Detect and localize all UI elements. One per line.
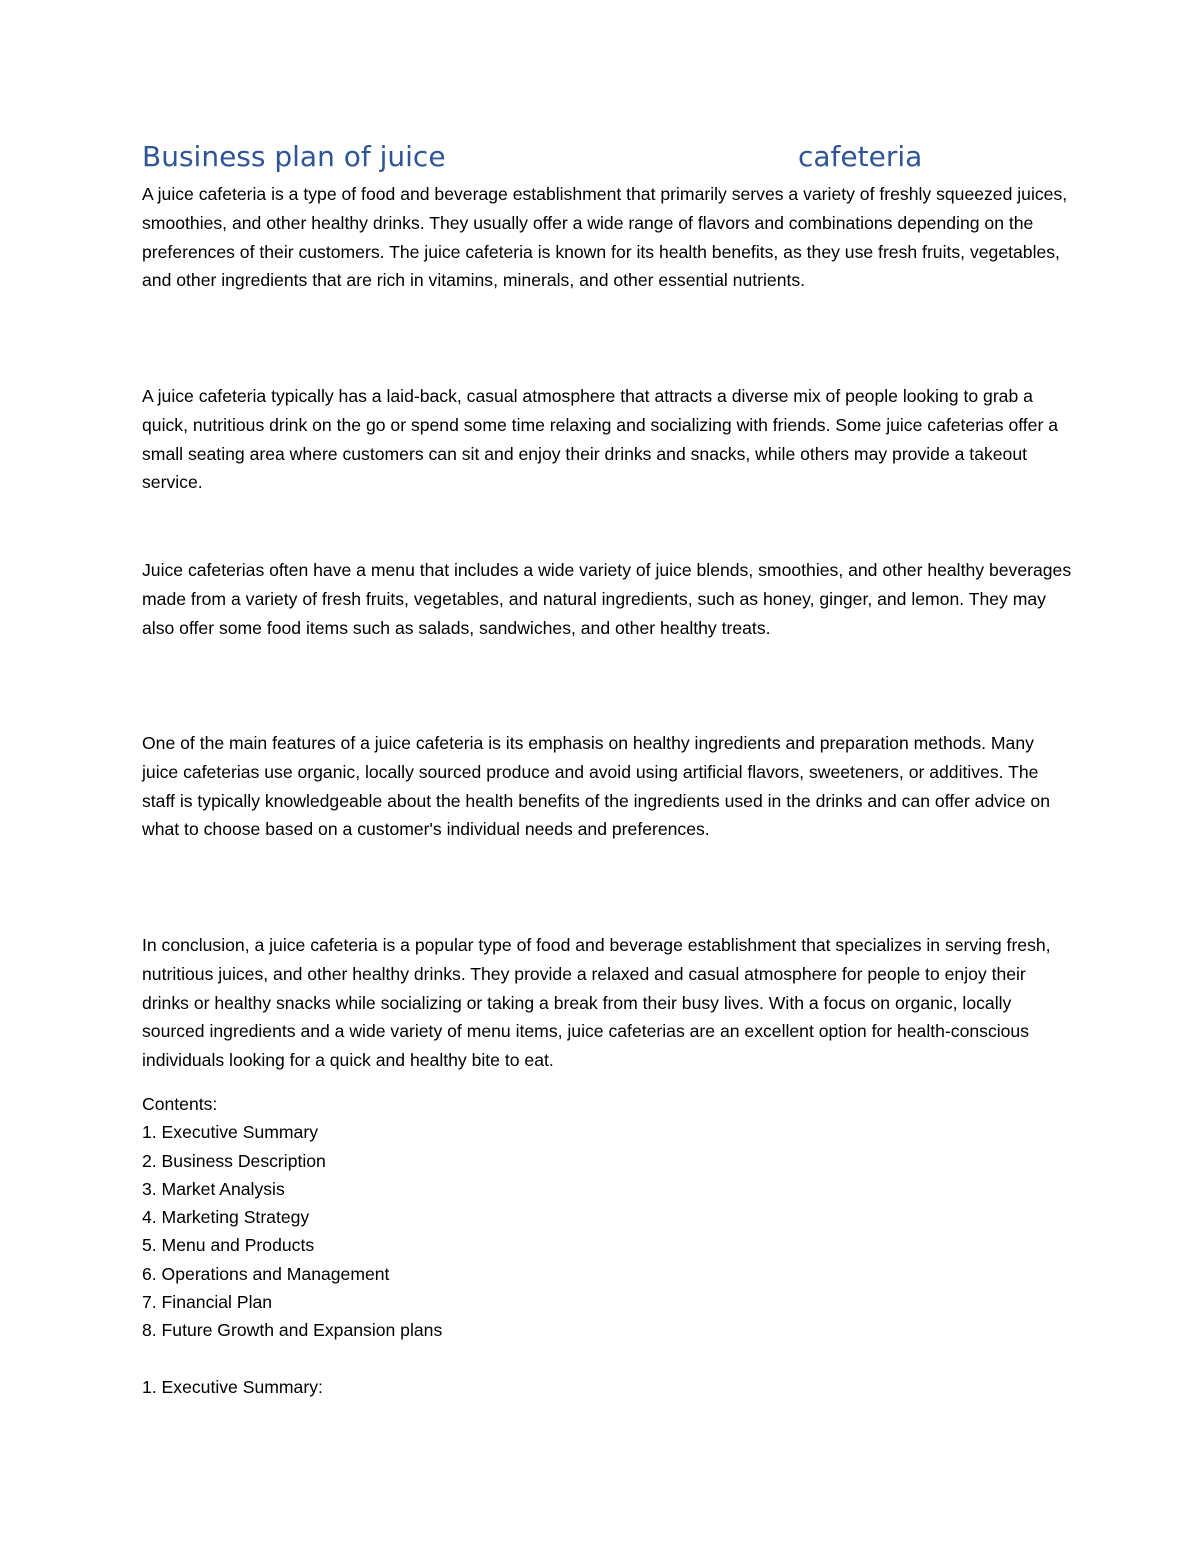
contents-item: 4. Marketing Strategy: [142, 1207, 310, 1228]
document-title: [142, 140, 1082, 180]
paragraph-introduction: A juice cafeteria is a type of food and beverage establishment that primarily serves a variety of freshly squeezed juices, smoothies, and other healthy drinks. They usually offer a wide range of flavors and combinations depending on the preferences of their customers. The juice cafeteria is known for its health benefits, as they use fresh fruits, vegetables, and other ingredients that are rich in vitamins, minerals, and other essential nutrients.: [142, 184, 1068, 291]
contents-label: Contents:: [142, 1094, 218, 1114]
paragraph-conclusion: In conclusion, a juice cafeteria is a popular type of food and beverage establishment that specializes in serving fresh, nutritious juices, and other healthy drinks. They provide a relaxed and casual atmosphere for people to enjoy their drinks or healthy snacks while socializing or taking a break from their busy lives. With a focus on organic, locally sourced ingredients and a wide variety of menu items, juice cafeterias are an excellent option for health-conscious individuals looking for a quick and healthy bite to eat.: [142, 935, 1051, 1071]
contents-item: 3. Market Analysis: [142, 1178, 285, 1199]
contents-item: 2. Business Description: [142, 1150, 326, 1171]
contents-item: 1. Executive Summary: [142, 1122, 318, 1143]
section-heading-executive-summary: 1. Executive Summary:: [142, 1377, 323, 1397]
contents-item: 6. Operations and Management: [142, 1263, 390, 1284]
table-of-contents: [142, 1090, 742, 1345]
contents-item: 5. Menu and Products: [142, 1235, 315, 1256]
contents-list: [142, 1118, 742, 1344]
paragraph-features: One of the main features of a juice cafeteria is its emphasis on healthy ingredients and preparation methods. Many juice cafeterias use organic, locally sourced produce and avoid using artificial flavors, sweeteners, or additives. The staff is typically knowledgeable about the health benefits of the ingredients used in the drinks and can offer advice on what to choose based on a customer's individual needs and preferences.: [142, 733, 1050, 840]
paragraph-atmosphere: A juice cafeteria typically has a laid-back, casual atmosphere that attracts a diverse mix of people looking to grab a quick, nutritious drink on the go or spend some time relaxing and socializing with friends. Some juice cafeterias offer a small seating area where customers can sit and enjoy their drinks and snacks, while others may provide a takeout service.: [142, 386, 1059, 493]
paragraph-menu: Juice cafeterias often have a menu that includes a wide variety of juice blends, smoothies, and other healthy beverages made from a variety of fresh fruits, vegetables, and natural ingredients, such as honey, ginger, and lemon. They may also offer some food items such as salads, sandwiches, and other healthy treats.: [142, 560, 1072, 638]
contents-item: 8. Future Growth and Expansion plans: [142, 1320, 443, 1341]
title-left-part: Business plan of juice: [142, 140, 446, 173]
contents-item: 7. Financial Plan: [142, 1292, 273, 1313]
title-right-part: cafeteria: [798, 140, 923, 173]
